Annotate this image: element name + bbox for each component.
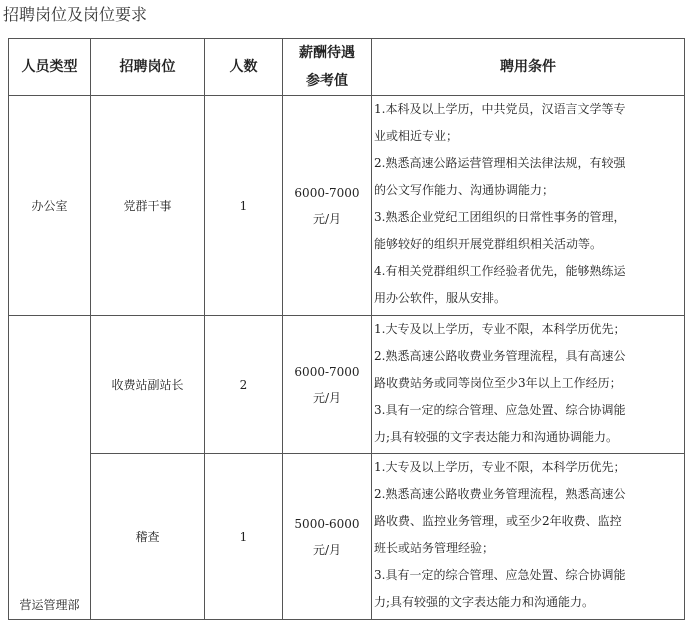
condition-line: 1.大专及以上学历，专业不限，本科学历优先； [374,460,626,474]
condition-line: 2.熟悉高速公路运营管理相关法律法规，有较强 [374,156,626,170]
condition-line: 3.具有一定的综合管理、应急处置、综合协调能 [374,568,626,582]
salary-cell [283,454,372,620]
salary-unit: 元/月 [312,211,342,226]
salary-cell [283,316,372,454]
count-cell: 2 [205,316,283,454]
count-cell: 1 [205,454,283,620]
condition-line: 3.具有一定的综合管理、应急处置、综合协调能 [374,403,626,417]
condition-line: 1.大专及以上学历，专业不限，本科学历优先； [374,322,626,336]
condition-line: 力;具有较强的文字表达能力和沟通能力。 [374,595,595,609]
header-salary-line1: 薪酬待遇 [299,45,355,61]
recruitment-table [8,38,685,620]
header-count: 人数 [205,39,283,96]
category-cell: 办公室 [9,96,91,316]
header-salary [283,39,372,96]
salary-unit: 元/月 [312,390,342,405]
position-cell: 党群干事 [91,96,205,316]
condition-line: 4.有相关党群组织工作经验者优先，能够熟练运 [374,264,626,278]
salary-range: 5000-6000 [294,516,360,531]
condition-line: 力;具有较强的文字表达能力和沟通协调能力。 [374,430,619,444]
page-title: 招聘岗位及岗位要求 [3,5,148,24]
condition-line: 业或相近专业； [374,129,459,143]
count-cell: 1 [205,96,283,316]
conditions-cell [372,454,685,620]
condition-line: 班长或站务管理经验； [374,541,495,555]
condition-line: 用办公软件，服从安排。 [374,291,507,305]
conditions-cell [372,316,685,454]
position-cell: 收费站副站长 [91,316,205,454]
table-row [9,454,685,620]
condition-line: 1.本科及以上学历，中共党员，汉语言文学等专 [374,102,626,116]
condition-line: 的公文写作能力、沟通协调能力； [374,183,555,197]
condition-line: 路收费站务或同等岗位至少3年以上工作经历； [374,376,622,390]
header-position: 招聘岗位 [91,39,205,96]
table-row [9,96,685,316]
table-header-row [9,39,685,96]
condition-line: 3.熟悉企业党纪工团组织的日常性事务的管理， [374,210,626,224]
condition-line: 2.熟悉高速公路收费业务管理流程，熟悉高速公 [374,487,626,501]
header-salary-line2: 参考值 [306,73,348,89]
position-cell: 稽查 [91,454,205,620]
condition-line: 能够较好的组织开展党群组织相关活动等。 [374,237,603,251]
conditions-cell [372,96,685,316]
salary-range: 6000-7000 [294,185,360,200]
table-row [9,316,685,454]
condition-line: 路收费、监控业务管理，或至少2年收费、监控 [374,514,622,528]
header-conditions: 聘用条件 [372,39,685,96]
header-category: 人员类型 [9,39,91,96]
salary-unit: 元/月 [312,542,342,557]
salary-range: 6000-7000 [294,364,360,379]
condition-line: 2.熟悉高速公路收费业务管理流程，具有高速公 [374,349,626,363]
category-cell: 营运管理部 [9,316,91,620]
salary-cell [283,96,372,316]
